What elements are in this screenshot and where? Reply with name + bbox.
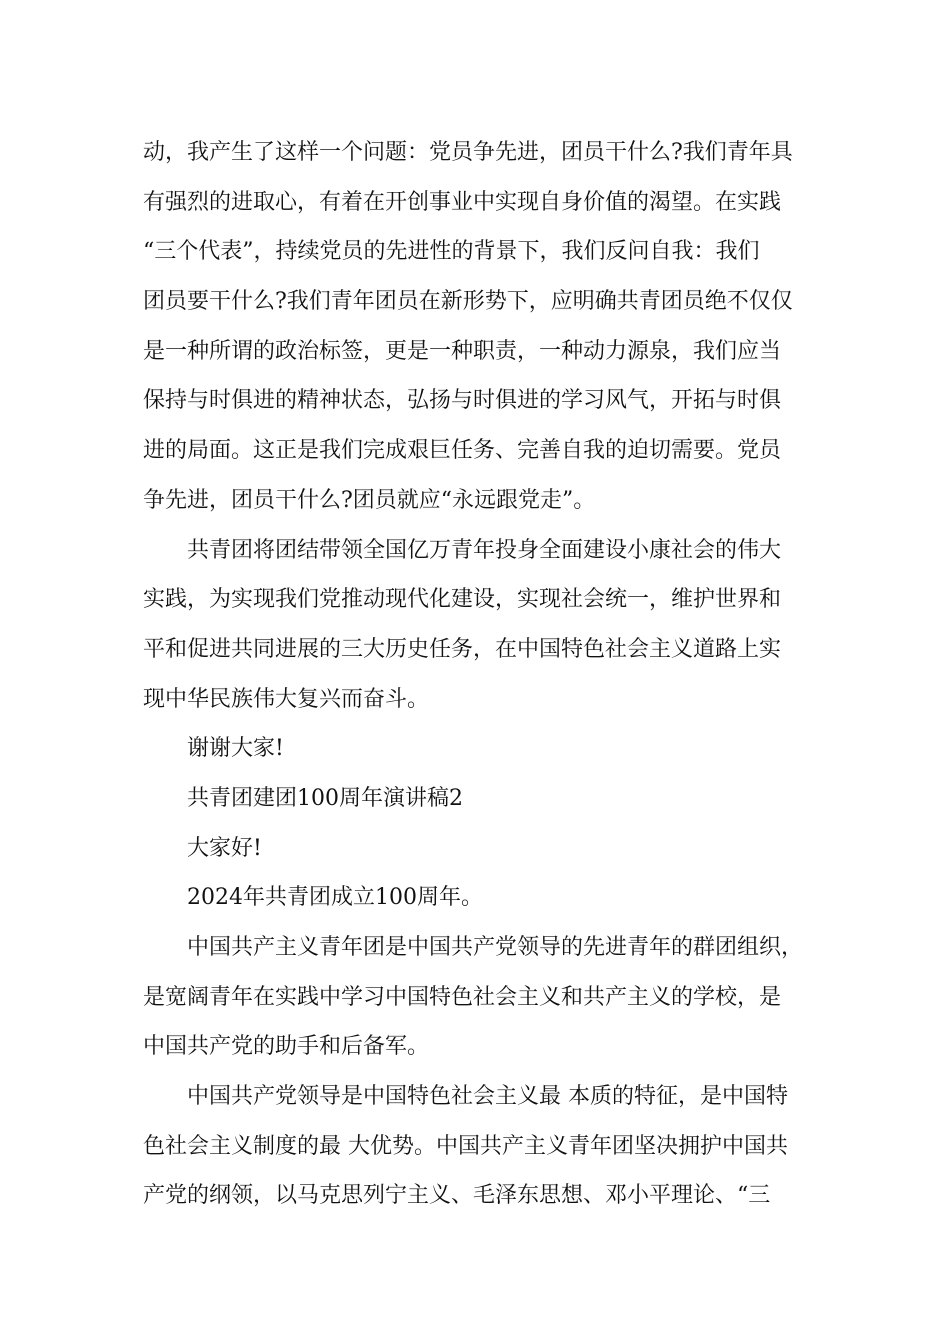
text-line: 现中华民族伟大复兴而奋斗。 — [143, 686, 430, 712]
text-line: 2024年共青团成立100周年。 — [187, 885, 483, 911]
text-line: 团员要干什么?我们青年团员在新形势下，应明确共青团员绝不仅仅 — [143, 289, 793, 315]
text-line: 中国共产主义青年团是中国共产党领导的先进青年的群团组织， — [187, 935, 804, 960]
text-line: 谢谢大家! — [187, 736, 284, 762]
text-line: 实践，为实现我们党推动现代化建设，实现社会统一，维护世界和 — [143, 587, 782, 613]
text-line: 产党的纲领，以马克思列宁主义、毛泽东思想、邓小平理论、“三 — [143, 1183, 771, 1209]
text-line: 大家好! — [187, 835, 262, 861]
text-line: 中国共产党领导是中国特色社会主义最 本质的特征，是中国特 — [187, 1084, 788, 1110]
document-body — [143, 128, 823, 1221]
text-line: 色社会主义制度的最 大优势。中国共产主义青年团坚决拥护中国共 — [143, 1133, 788, 1159]
text-line: 有强烈的进取心，有着在开创事业中实现自身价值的渴望。在实践 — [143, 189, 782, 215]
text-line: 中国共产党的助手和后备军。 — [143, 1034, 430, 1060]
text-line: 动，我产生了这样一个问题：党员争先进，团员干什么?我们青年具 — [143, 140, 793, 165]
text-line: 平和促进共同进展的三大历史任务，在中国特色社会主义道路上实 — [143, 636, 782, 662]
text-line: 是宽阔青年在实践中学习中国特色社会主义和共产主义的学校，是 — [143, 984, 782, 1010]
text-line: 保持与时俱进的精神状态，弘扬与时俱进的学习风气，开拓与时俱 — [143, 388, 782, 414]
text-line: 进的局面。这正是我们完成艰巨任务、完善自我的迫切需要。党员 — [143, 438, 782, 464]
text-line: 是一种所谓的政治标签，更是一种职责，一种动力源泉，我们应当 — [143, 338, 782, 364]
text-line: 共青团将团结带领全国亿万青年投身全面建设小康社会的伟大 — [187, 537, 782, 563]
text-line: 争先进，团员干什么?团员就应“永远跟党走”。 — [143, 487, 596, 513]
text-line: “三个代表”，持续党员的先进性的背景下，我们反问自我：我们 — [143, 239, 760, 265]
text-line: 共青团建团100周年演讲稿2 — [187, 785, 463, 811]
